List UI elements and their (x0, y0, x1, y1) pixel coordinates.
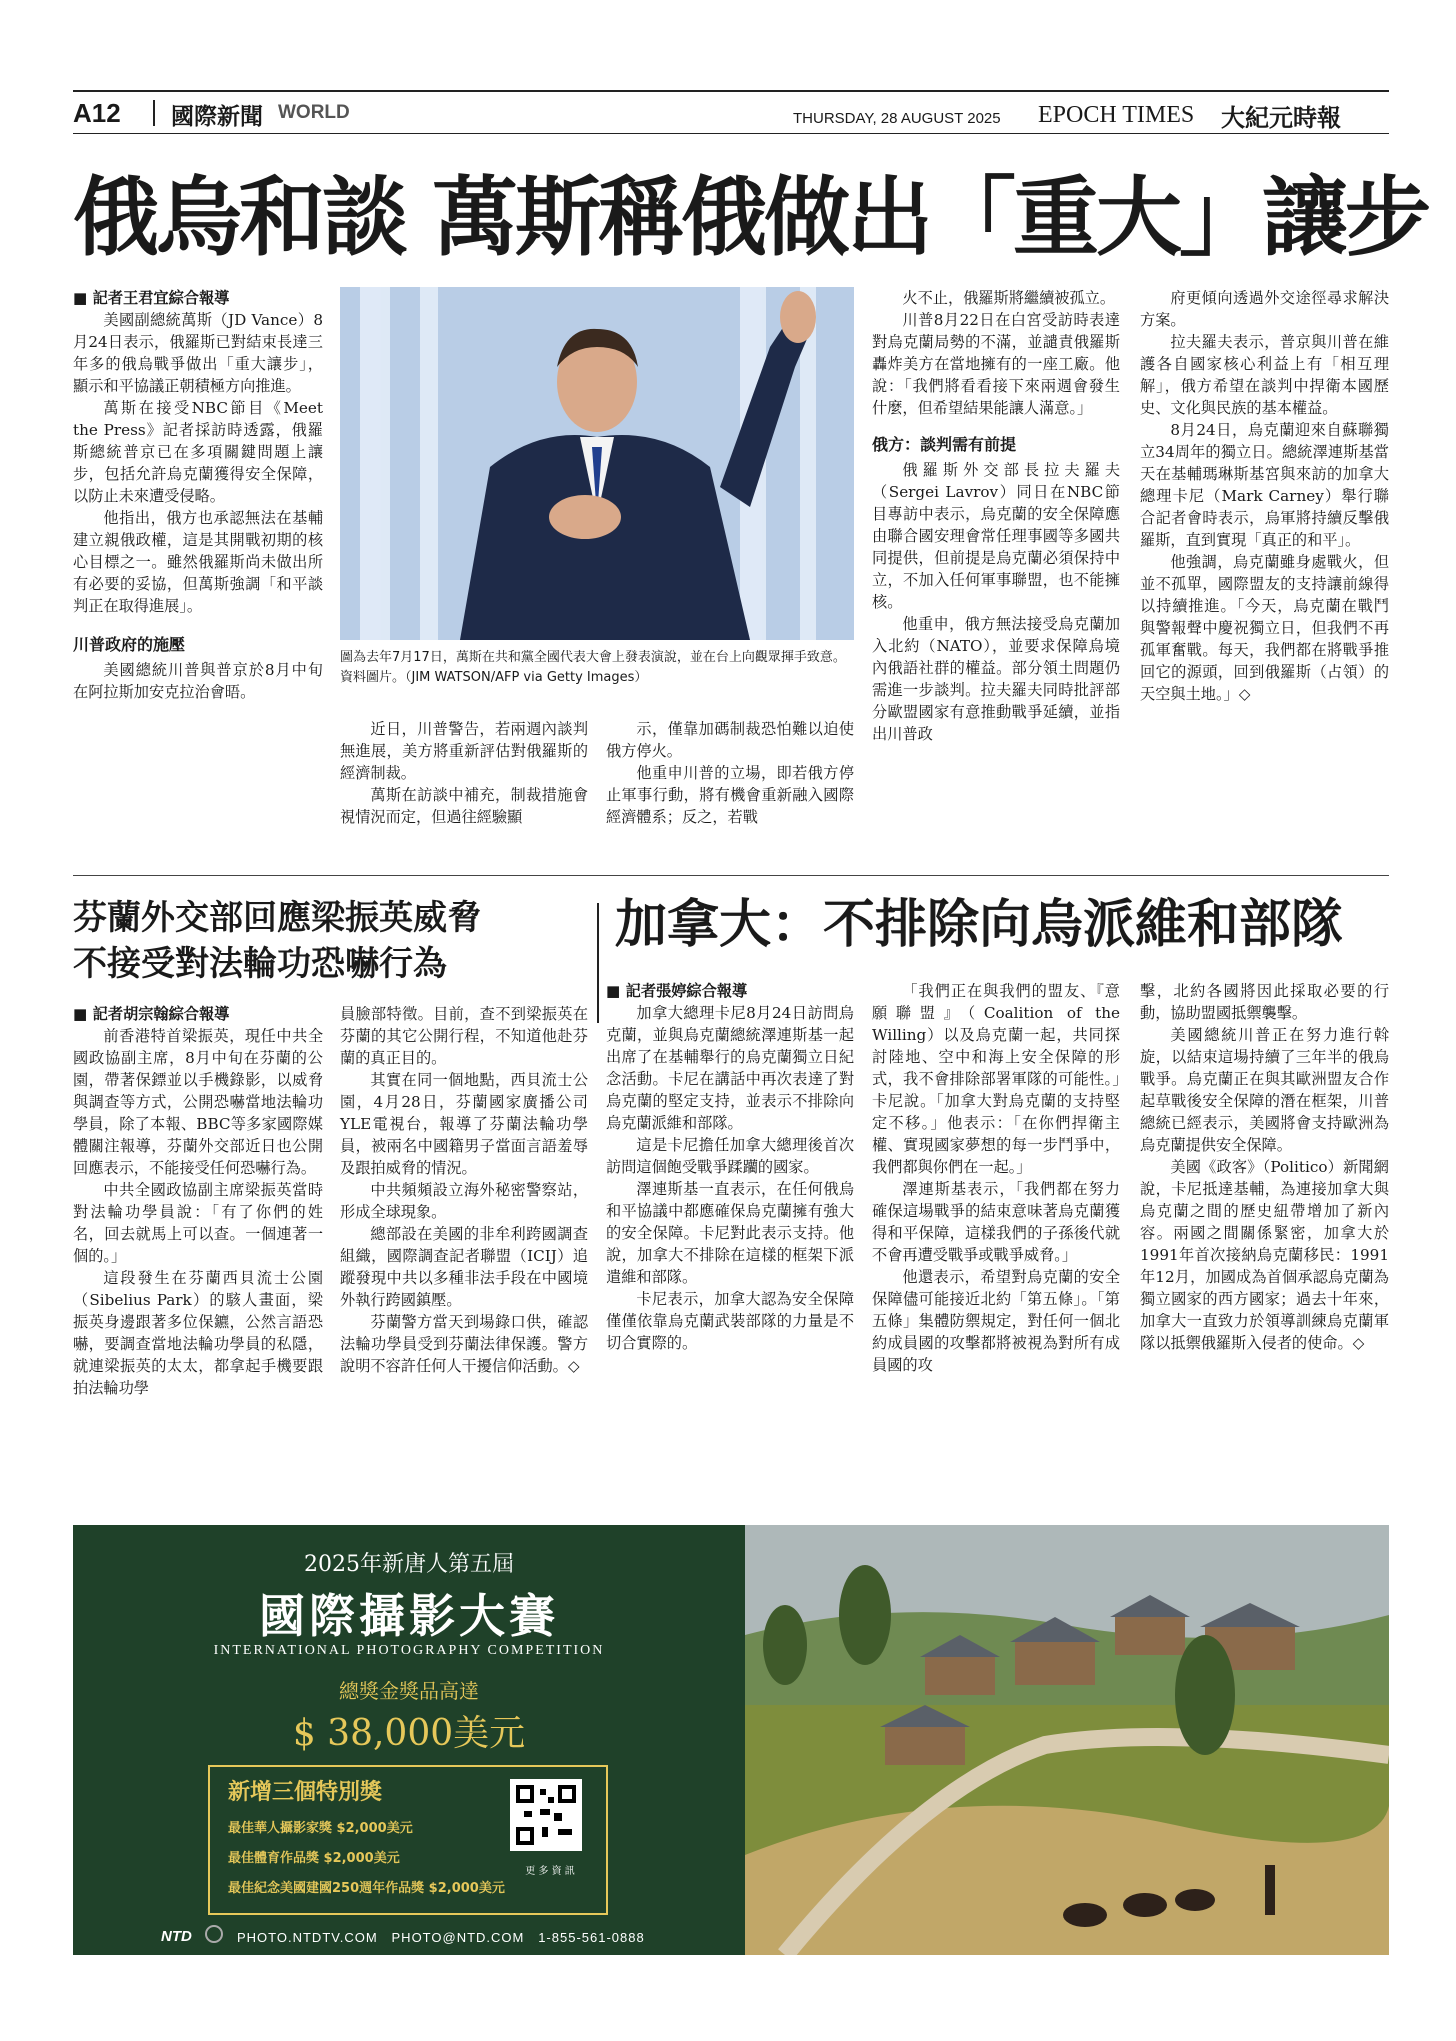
issue-date: THURSDAY, 28 AUGUST 2025 (793, 110, 1001, 127)
subheading: 俄方：談判需有前提 (872, 435, 1017, 454)
paragraph: 近日，川普警告，若兩週內談判無進展，美方將重新評估對俄羅斯的經濟制裁。 (340, 720, 588, 782)
photo-caption: 圖為去年7月17日，萬斯在共和黨全國代表大會上發表演說，並在台上向觀眾揮手致意。資料圖片。（JIM WATSON/AFP via Getty Images） (340, 650, 846, 685)
paragraph: 拉夫羅夫表示，普京與川普在維護各自國家核心利益上有「相互理解」，俄方希望在談判中捍衛本國歷史、文化與民族的基本權益。 (1140, 333, 1389, 417)
ad-title-en: INTERNATIONAL PHOTOGRAPHY COMPETITION (213, 1643, 605, 1658)
paragraph: 澤連斯基表示，「我們都在努力確保這場戰爭的結束意味著烏克蘭獲得和平保障，這樣我們的子孫後代就不會再遭受戰爭或戰爭威脅。」 (872, 1180, 1120, 1264)
ad-title: 國際攝影大賽 (259, 1589, 559, 1643)
special-awards-title: 新增三個特別獎 (228, 1780, 383, 1805)
ad-landscape-photo (745, 1525, 1389, 1955)
paragraph: 萬斯在訪談中補充，制裁措施會視情況而定，但過往經驗顯 (340, 786, 588, 826)
paragraph: 中共全國政協副主席梁振英當時對法輪功學員說：「有了你們的姓名，回去就馬上可以查。一個連著一個的。」 (73, 1181, 323, 1265)
ad-prize-label: 總獎金獎品高達 (339, 1679, 479, 1703)
section-title: 國際新聞 (171, 104, 263, 130)
news-photo (340, 287, 854, 640)
ntd-globe-icon (205, 1925, 223, 1943)
paragraph: 其實在同一個地點，西貝流士公園，4月28日，芬蘭國家廣播公司YLE電視台，報導了芬蘭法輪功學員，被兩名中國籍男子當面言語羞辱及跟拍威脅的情況。 (340, 1071, 588, 1177)
paragraph: 8月24日，烏克蘭迎來自蘇聯獨立34周年的獨立日。總統澤連斯基當天在基輔瑪琳斯基宮與來訪的加拿大總理卡尼（Mark Carney）舉行聯合記者會時表示，烏軍將持續反擊俄羅斯，直到實現「真正的和平」。 (1140, 421, 1389, 549)
paragraph: 員臉部特徵。目前，查不到梁振英在芬蘭的其它公開行程，不知道他赴芬蘭的真正目的。 (340, 1005, 588, 1067)
story3-col-2 (872, 980, 1120, 1376)
paragraph: 美國《政客》（Politico）新聞網說，卡尼抵達基輔，為連接加拿大與烏克蘭之間的歷史紐帶增加了新內容。兩國之間關係緊密，加拿大於1991年首次接納烏克蘭移民：1991年12月，加國成為首個承認烏克蘭為獨立國家的西方國家；過去十年來，加拿大一直致力於領導訓練烏克蘭軍隊以抵禦俄羅斯入侵者的使命。◇ (1140, 1158, 1389, 1352)
paragraph: 「我們正在與我們的盟友、『意願聯盟』（Coalition of the Willing）以及烏克蘭一起，共同探討陸地、空中和海上安全保障的形式，我不會排除部署軍隊的可能性。」卡尼說。「加拿大對烏克蘭的支持堅定不移。」他表示：「在你們捍衛主權、實現國家夢想的每一步鬥爭中，我們都與你們在一起。」 (872, 982, 1120, 1176)
paragraph: 前香港特首梁振英，現任中共全國政協副主席，8月中旬在芬蘭的公園，帶著保鏢並以手機錄影，以威脅與調查等方式，公開恐嚇當地法輪功學員，除了本報、BBC等多家國際媒體關注報導，芬蘭外交部近日也公開回應表示，不能接受任何恐嚇行為。 (73, 1027, 323, 1177)
qr-label: 更 多 資 訊 (525, 1866, 575, 1877)
ad-prize: $ 38,000美元 (292, 1713, 526, 1754)
paragraph: 府更傾向透過外交途徑尋求解決方案。 (1140, 289, 1389, 329)
byline: ■ 記者王君宜綜合報導 (73, 289, 230, 307)
story3-col-1 (606, 980, 854, 1354)
paragraph: 這段發生在芬蘭西貝流士公園（Sibelius Park）的駭人畫面，梁振英身邊跟著多位保鑣，公然言語恐嚇，要調查當地法輪功學員的私隱，就連梁振英的太太，都拿起手機要跟拍法輪功學 (73, 1269, 323, 1397)
story2-col-2 (340, 1003, 588, 1377)
main-headline: 俄烏和談 萬斯稱俄做出「重大」讓步 (73, 167, 1428, 268)
paragraph: 芬蘭警方當天到場錄口供，確認法輪功學員受到芬蘭法律保護。警方說明不容許任何人干擾信仰活動。◇ (340, 1313, 588, 1375)
byline: ■ 記者張婷綜合報導 (606, 982, 748, 1000)
ad-contact[interactable]: PHOTO.NTDTV.COM PHOTO@NTD.COM 1-855-561-0888 (237, 1930, 645, 1945)
brand-en: EPOCH TIMES (1038, 102, 1195, 128)
paragraph: 他重申川普的立場，即若俄方停止軍事行動，將有機會重新融入國際經濟體系；反之，若戰 (606, 764, 854, 826)
paragraph: 他還表示，希望對烏克蘭的安全保障儘可能接近北約「第五條」。「第五條」集體防禦規定，對任何一個北約成員國的攻擊都將被視為對所有成員國的攻 (872, 1268, 1120, 1374)
brand-zh-logo: 大紀元時報 (1221, 103, 1341, 132)
paragraph: 美國總統川普正在努力進行斡旋，以結束這場持續了三年半的俄烏戰爭。烏克蘭正在與其歐洲盟友合作起草戰後安全保障的潛在框架，川普總統已經表示，美國將會支持歐洲為烏克蘭提供安全保障。 (1140, 1026, 1389, 1154)
section-title-en: WORLD (278, 102, 350, 123)
paragraph: 擊，北約各國將因此採取必要的行動，協助盟國抵禦襲擊。 (1140, 982, 1389, 1022)
paragraph: 萬斯在接受NBC節目《Meet the Press》記者採訪時透露，俄羅斯總統普京已在多項關鍵問題上讓步，包括允許烏克蘭獲得安全保障，以防止未來遭受侵略。 (73, 399, 323, 505)
story2-col-1 (73, 1003, 323, 1399)
paragraph: 俄羅斯外交部長拉夫羅夫（Sergei Lavrov）同日在NBC節目專訪中表示，烏克蘭的安全保障應由聯合國安理會常任理事國等多國共同提供，但前提是烏克蘭必須保持中立，不加入任何軍事聯盟，也不能擁核。 (872, 461, 1120, 611)
main-col-1 (73, 287, 323, 703)
headline-accent-bar (597, 903, 599, 1023)
paragraph: 這是卡尼擔任加拿大總理後首次訪問這個飽受戰爭蹂躪的國家。 (606, 1136, 854, 1176)
section-divider (73, 875, 1389, 876)
paragraph: 美國總統川普與普京於8月中旬在阿拉斯加安克拉治會晤。 (73, 661, 323, 701)
paragraph: 他重申，俄方無法接受烏克蘭加入北約（NATO），並要求保障烏境內俄語社群的權益。部分領土問題仍需進一步談判。拉夫羅夫同時批評部分歐盟國家有意推動戰爭延續，並指出川普政 (872, 615, 1120, 743)
award-item: 最佳華人攝影家獎 $2,000美元 (228, 1821, 413, 1836)
special-awards-box (208, 1765, 608, 1915)
story2-headline (73, 895, 573, 987)
paragraph: 加拿大總理卡尼8月24日訪問烏克蘭，並與烏克蘭總統澤連斯基一起出席了在基輔舉行的烏克蘭獨立日紀念活動。卡尼在講話中再次表達了對烏克蘭的堅定支持，並表示不排除向烏克蘭派維和部隊。 (606, 1004, 854, 1132)
headline-line: 不接受對法輪功恐嚇行為 (73, 944, 447, 984)
main-col-4 (872, 287, 1120, 745)
masthead (73, 90, 1389, 134)
paragraph: 川普8月22日在白宮受訪時表達對烏克蘭局勢的不滿，並譴責俄羅斯轟炸美方在當地擁有的一座工廠。他說：「我們將看看接下來兩週會發生什麼，但希望結果能讓人滿意。」 (872, 311, 1120, 417)
paragraph: 總部設在美國的非牟利跨國調查組織，國際調查記者聯盟（ICIJ）追蹤發現中共以多種非法手段在中國境外執行跨國鎮壓。 (340, 1225, 588, 1309)
main-col-3 (606, 718, 854, 828)
divider (153, 100, 155, 126)
paragraph: 中共頻頻設立海外秘密警察站，形成全球現象。 (340, 1181, 588, 1221)
paragraph: 美國副總統萬斯（JD Vance）8月24日表示，俄羅斯已對結束長達三年多的俄烏戰爭做出「重大讓步」，顯示和平協議正朝積極方向推進。 (73, 311, 323, 395)
story3-col-3 (1140, 980, 1389, 1354)
byline: ■ 記者胡宗翰綜合報導 (73, 1005, 230, 1023)
award-item: 最佳體育作品獎 $2,000美元 (228, 1851, 400, 1866)
paragraph: 火不止，俄羅斯將繼續被孤立。 (902, 289, 1116, 307)
main-col-2 (340, 718, 588, 828)
story3-headline: 加拿大：不排除向烏派維和部隊 (615, 895, 1344, 955)
main-col-5 (1140, 287, 1389, 705)
paragraph: 示，僅靠加碼制裁恐怕難以迫使俄方停火。 (606, 720, 854, 760)
paragraph: 卡尼表示，加拿大認為安全保障僅僅依靠烏克蘭武裝部隊的力量是不切合實際的。 (606, 1290, 854, 1352)
paragraph: 澤連斯基一直表示，在任何俄烏和平協議中都應確保烏克蘭擁有強大的安全保障。卡尼對此表示支持。他說，加拿大不排除在這樣的框架下派遣維和部隊。 (606, 1180, 854, 1286)
qr-code-icon[interactable] (510, 1779, 582, 1851)
page-number: A12 (73, 98, 121, 128)
ntd-logo: NTD (161, 1928, 192, 1945)
ad-line1: 2025年新唐人第五屆 (304, 1552, 514, 1577)
award-item: 最佳紀念美國建國250週年作品獎 $2,000美元 (228, 1881, 505, 1896)
paragraph: 他指出，俄方也承認無法在基輔建立親俄政權，這是其開戰初期的核心目標之一。雖然俄羅斯尚未做出所有必要的妥協，但萬斯強調「和平談判正在取得進展」。 (73, 509, 323, 615)
headline-line: 芬蘭外交部回應梁振英威脅 (73, 898, 481, 938)
subheading: 川普政府的施壓 (73, 635, 186, 654)
paragraph: 他強調，烏克蘭雖身處戰火，但並不孤單，國際盟友的支持讓前線得以持續推進。「今天，烏克蘭在戰鬥與警報聲中慶祝獨立日，但我們不再孤軍奮戰。每天，我們都在將戰爭推回它的源頭，回到俄羅斯（占領）的天空與土地。」◇ (1140, 553, 1389, 703)
